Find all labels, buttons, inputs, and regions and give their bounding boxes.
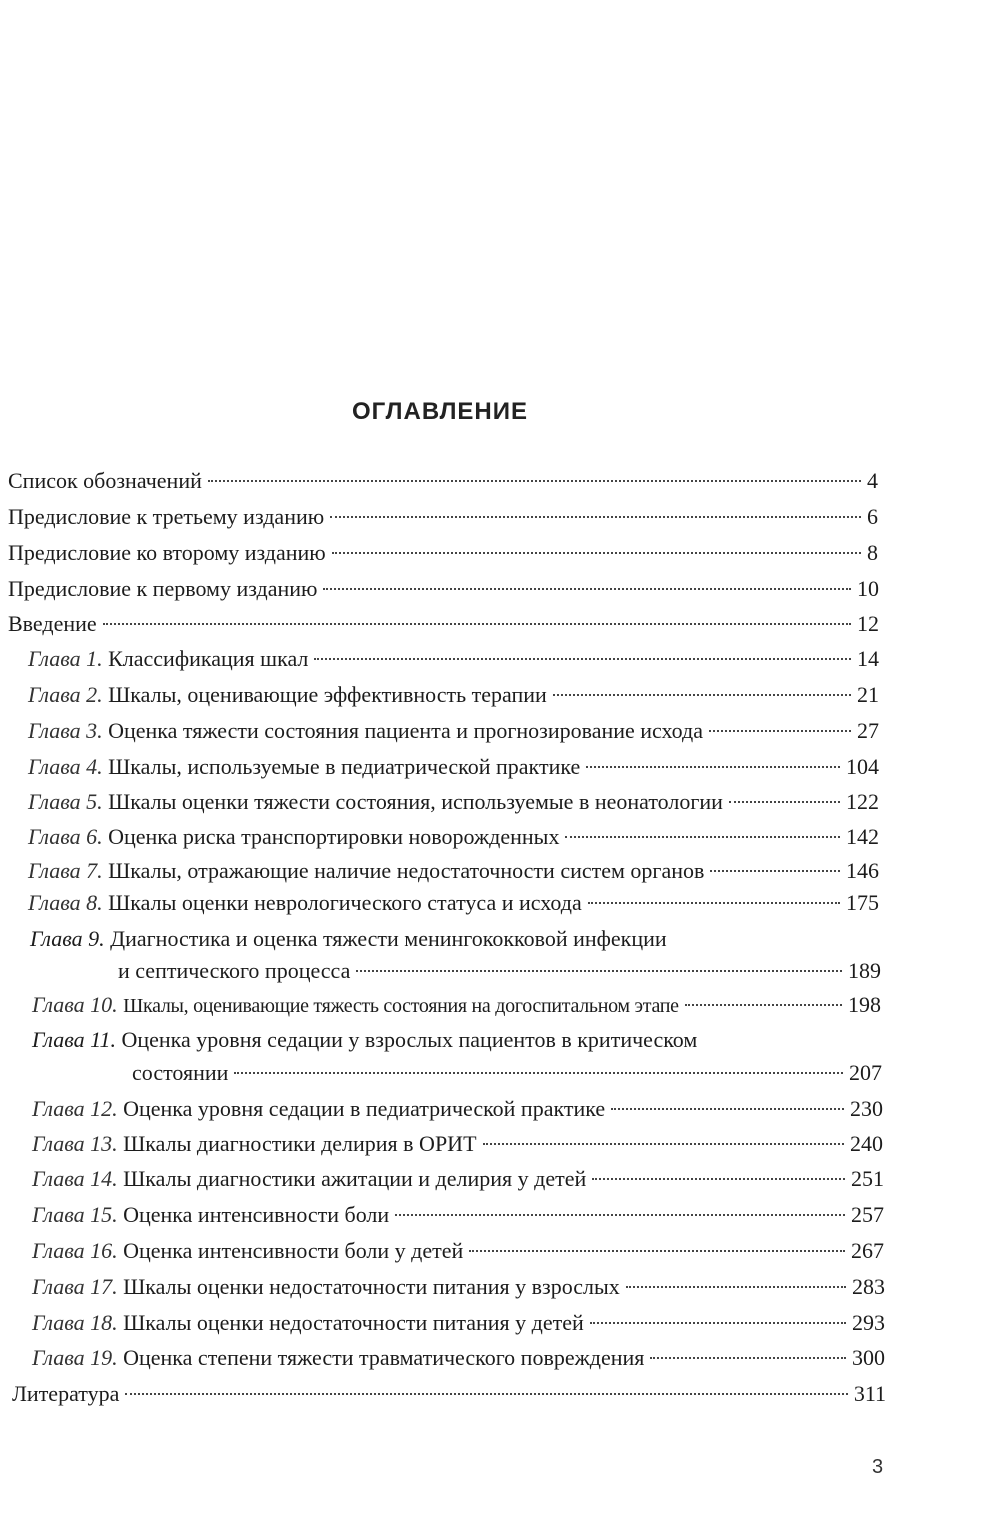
entry-page: 267: [851, 1238, 884, 1263]
entry-title: [28, 856, 704, 886]
entry-title: [28, 787, 723, 817]
toc-entry-first-line[interactable]: [32, 1025, 697, 1055]
toc-entry[interactable]: [28, 888, 879, 918]
dot-leader: [356, 970, 842, 972]
chapter-title: Оценка тяжести состояния пациента и прогнозирование исхода: [108, 718, 704, 743]
toc-entry[interactable]: [32, 1164, 884, 1194]
chapter-title: Шкалы оценки тяжести состояния, используемые в неонатологии: [108, 789, 723, 814]
toc-entry[interactable]: [32, 990, 881, 1021]
dot-leader: [588, 902, 840, 904]
toc-entry[interactable]: [32, 1308, 885, 1338]
chapter-label: Глава 2.: [28, 682, 103, 707]
chapter-label: Глава 8.: [28, 890, 103, 915]
dot-leader: [611, 1108, 844, 1110]
dot-leader: [590, 1322, 846, 1324]
toc-entry[interactable]: [28, 822, 879, 852]
entry-page: 142: [846, 824, 879, 849]
entry-page: 122: [846, 789, 879, 814]
toc-entry[interactable]: [32, 1236, 884, 1266]
toc-entry[interactable]: [12, 1379, 886, 1409]
entry-title: [28, 822, 559, 852]
toc-entry[interactable]: [28, 716, 879, 746]
toc-entry[interactable]: [8, 466, 878, 496]
toc-entry[interactable]: [8, 538, 878, 568]
entry-title: [32, 1129, 477, 1159]
entry-page: 175: [846, 890, 879, 915]
entry-page: 251: [851, 1166, 884, 1191]
chapter-title: Оценка степени тяжести травматического повреждения: [123, 1345, 645, 1370]
toc-entry[interactable]: [32, 1272, 885, 1302]
entry-title: [28, 644, 308, 674]
entry-page: 146: [846, 858, 879, 883]
chapter-label: Глава 4.: [28, 754, 103, 779]
chapter-title: Шкалы оценки недостаточности питания у детей: [123, 1310, 584, 1335]
chapter-label: Глава 11.: [32, 1027, 116, 1052]
entry-title: [32, 1200, 389, 1230]
entry-page: 198: [848, 992, 881, 1017]
entry-title: Предисловие к первому изданию: [8, 576, 318, 601]
chapter-label: Глава 10.: [32, 992, 118, 1017]
chapter-label: Глава 16.: [32, 1238, 118, 1263]
entry-page: 230: [850, 1096, 883, 1121]
toc-entry[interactable]: [32, 1343, 885, 1373]
chapter-label: Глава 18.: [32, 1310, 118, 1335]
chapter-label: Глава 7.: [28, 858, 103, 883]
dot-leader: [565, 836, 840, 838]
entry-page: 10: [857, 576, 879, 601]
entry-title: [32, 1236, 463, 1266]
dot-leader: [323, 588, 851, 590]
dot-leader: [483, 1143, 844, 1145]
chapter-label: Глава 14.: [32, 1166, 118, 1191]
dot-leader: [332, 552, 861, 554]
dot-leader: [469, 1250, 845, 1252]
chapter-title: Оценка уровня седации у взрослых пациентов в критическом: [121, 1027, 698, 1052]
dot-leader: [710, 870, 840, 872]
dot-leader: [330, 516, 861, 518]
entry-title: [32, 1164, 586, 1194]
chapter-label: Глава 9.: [30, 926, 105, 951]
dot-leader: [553, 694, 851, 696]
entry-page: 207: [849, 1060, 882, 1085]
entry-page: 14: [857, 646, 879, 671]
dot-leader: [103, 623, 851, 625]
toc-entry[interactable]: [32, 1129, 883, 1159]
dot-leader: [234, 1072, 843, 1074]
entry-page: 4: [867, 468, 878, 493]
chapter-title: Оценка интенсивности боли у детей: [123, 1238, 464, 1263]
chapter-title: Шкалы, оценивающие эффективность терапии: [108, 682, 547, 707]
dot-leader: [626, 1286, 846, 1288]
chapter-title: Оценка интенсивности боли: [123, 1202, 390, 1227]
entry-page: 104: [846, 754, 879, 779]
toc-entry[interactable]: [32, 1200, 884, 1230]
entry-title: Предисловие к третьему изданию: [8, 504, 325, 529]
toc-entry[interactable]: [8, 502, 878, 532]
page-number: 3: [872, 1456, 884, 1478]
entry-title: [32, 990, 679, 1021]
entry-page: 257: [851, 1202, 884, 1227]
toc-entry[interactable]: [28, 644, 879, 674]
toc-entry[interactable]: [28, 856, 879, 886]
entry-page: 293: [852, 1310, 885, 1335]
chapter-title: Шкалы диагностики делирия в ОРИТ: [123, 1131, 477, 1156]
chapter-title: Диагностика и оценка тяжести менингококковой инфекции: [110, 926, 667, 951]
dot-leader: [314, 658, 851, 660]
entry-page: 12: [857, 611, 879, 636]
entry-page: 189: [848, 958, 881, 983]
chapter-label: Глава 5.: [28, 789, 103, 814]
entry-title: Введение: [8, 611, 97, 636]
chapter-title: Шкалы, отражающие наличие недостаточности систем органов: [108, 858, 705, 883]
chapter-title: Шкалы диагностики ажитации и делирия у детей: [123, 1166, 587, 1191]
entry-title: [32, 1308, 584, 1338]
entry-title: Литература: [12, 1381, 120, 1406]
chapter-label: Глава 19.: [32, 1345, 118, 1370]
dot-leader: [650, 1357, 846, 1359]
entry-title: [32, 1272, 620, 1302]
dot-leader: [208, 480, 861, 482]
entry-title: Предисловие ко второму изданию: [8, 540, 326, 565]
entry-page: 240: [850, 1131, 883, 1156]
toc-entry[interactable]: [28, 752, 879, 782]
dot-leader: [586, 766, 840, 768]
page-title: ОГЛАВЛЕНИЕ: [351, 398, 529, 425]
toc-entry[interactable]: [8, 609, 879, 639]
chapter-label: Глава 12.: [32, 1096, 118, 1121]
entry-page: 6: [867, 504, 878, 529]
toc-entry[interactable]: [8, 574, 879, 604]
chapter-label: Глава 17.: [32, 1274, 118, 1299]
entry-title: [28, 752, 580, 782]
toc-entry[interactable]: [28, 680, 879, 710]
chapter-title: Оценка риска транспортировки новорожденных: [108, 824, 560, 849]
chapter-label: Глава 6.: [28, 824, 103, 849]
chapter-label: Глава 15.: [32, 1202, 118, 1227]
entry-page: 300: [852, 1345, 885, 1370]
toc-entry[interactable]: [118, 956, 881, 986]
toc-entry-first-line[interactable]: [30, 924, 667, 954]
entry-page: 21: [857, 682, 879, 707]
toc-entry[interactable]: [132, 1058, 882, 1088]
dot-leader: [729, 801, 840, 803]
chapter-title: Классификация шкал: [108, 646, 309, 671]
entry-title: [28, 680, 547, 710]
dot-leader: [685, 1004, 842, 1006]
entry-page: 283: [852, 1274, 885, 1299]
entry-title: [32, 1094, 605, 1124]
dot-leader: [395, 1214, 845, 1216]
dot-leader: [709, 730, 851, 732]
entry-page: 8: [867, 540, 878, 565]
chapter-title: Шкалы, используемые в педиатрической практике: [108, 754, 581, 779]
chapter-title: Шкалы оценки недостаточности питания у взрослых: [123, 1274, 620, 1299]
dot-leader: [592, 1178, 845, 1180]
entry-title-continued: состоянии: [132, 1060, 229, 1085]
entry-title: Список обозначений: [8, 468, 202, 493]
entry-title: [28, 716, 703, 746]
toc-entry[interactable]: [32, 1094, 883, 1124]
chapter-title: Шкалы, оценивающие тяжесть состояния на догоспитальном этапе: [123, 995, 679, 1017]
dot-leader: [125, 1393, 847, 1395]
entry-page: 311: [853, 1381, 886, 1406]
chapter-title: Шкалы оценки неврологического статуса и исхода: [108, 890, 582, 915]
chapter-label: Глава 3.: [28, 718, 103, 743]
entry-title: [28, 888, 582, 918]
toc-entry[interactable]: [28, 787, 879, 817]
chapter-title: Оценка уровня седации в педиатрической практике: [123, 1096, 606, 1121]
chapter-label: Глава 13.: [32, 1131, 118, 1156]
entry-page: 27: [857, 718, 879, 743]
entry-title: [32, 1343, 644, 1373]
entry-title-continued: и септического процесса: [118, 958, 351, 983]
chapter-label: Глава 1.: [28, 646, 103, 671]
